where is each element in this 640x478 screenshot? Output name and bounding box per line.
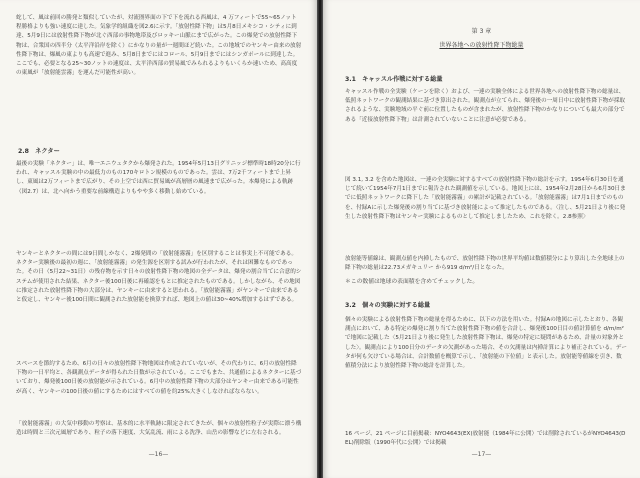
right-page-number: —17—: [471, 451, 492, 458]
left-paragraph-2: 最後の実験「ネクター」は、唯一エニウェタクから爆発された。1954年5月13日グリニッジ標準時18時20分に行われ、キャッスル実験の中の最低力のもの170キロトン規模のものであった。雲は、7万2千フィートまで上昇し、東風は2万フィートまで広がり、その上空では西に貿易風が高層層の風速まで広がった。本爆発による軌跡（図2.7）は、北へ向かう重要な前線構造よりもやや多く移動し始めている。: [16, 161, 301, 195]
left-paragraph-1: 蛇して、風は前回の勝発と類似していたが、対流圏界面の下で下を流れる西風は、4 万フィートで55~65ノット程勝格よりも強い速度に達した。気象学的組織を図2.6に示す。「放射性降下物」は5月8日メキシコ・シティに到達、5月9日には放射性降下物が北ぐ西部の事物地帯及びロッキー山脈にまで広がった。この爆発での放射性降下物は、合衆国の四半分（太平洋沿岸を除く）にかなりの量が一週間ほど続いた。この地域でのヤンキー由来の放射性降下物は、爆風の東よりも高速で進み、5月8日までにはコロール、5月9日までにはシンガポールに到達した。ここでも、必要となる25~30ノットの速度は、太平洋西部の貿易風でみられるよりもいくらか速いため、高高度の東風が「放射能雲霧」を運んだ可能性が高い。: [16, 15, 302, 77]
chapter-title: 世界各地への放射性降下物総量: [439, 42, 524, 49]
section-heading-3-2: 3.2 個々の実験に対する総量: [345, 302, 431, 309]
section-heading-3-1: 3.1 キャッスル作戦に対する総量: [345, 76, 443, 83]
left-page: [0, 0, 317, 478]
right-footnote: ＊この数値は地球の表面積を含めてチェックした。: [345, 279, 479, 285]
left-page-number: —16—: [148, 451, 169, 458]
right-paragraph-5: 個々の実験による放射性降下物の総量を得るために、以下の方法を用いた。付録Aの地図に示したとおり、各観測点において、ある特定の爆発に割り当てた放射性降下物の値を合計し、爆発後100日目の値計算値を d/m/m² で地図に記載した〈5月21日より後に発生した放射性降下物は、爆発の特定に疑問があるため、計量の対象外とした〉。観測点により100日分のデータの欠測があった場合、その欠測量は内挿計算により補正されている。データが何も欠けている場合は、合計数値を概算で示し、「放射能の下位値」と表示した。放射能等値線を引き、数値積分法により放射性降下物の総計を計算した。: [345, 317, 627, 370]
right-paragraph-2: 図 3.1, 3.2 を含めた地図は、一連の全実験に対するすべての放射性降下物の総計を示す。1954年6月30日を通じて続いて1954年7月1日までに報告された観測値を示している。地図上には、1954年2月28日から6月30日までに低照ネットワークに降下した「放射能霧霧」の累計が記載されている。「放射能霧霧」は7月1日までのものを、付録Aに示した爆発後の割り当てに基づき放射能によって推定したものである。〈注し、5月21日より後に発生した放射性降下物はヤンキー実験によるものとして推定しましたため、これを除く。2.8参照〉: [345, 177, 626, 220]
section-heading-nectar: 2.8 ネクター: [18, 148, 60, 155]
right-paragraph-3: 放射能等値線は、観測点値を内挿したもので、放射性降下物の世界平均値は数値積分により算出した全地球上の降下物の総量は22.73メガキュリー から919 d/m²/日となった。: [345, 256, 625, 272]
right-page: [323, 0, 640, 478]
left-paragraph-5: 「放射能霧霧」の大気中移動の考察は、基本的に水平軌跡に限定されてきたが、個々の放射性粒子が実際に漂う構造は時間と三次元風層であり、粒子の落下速度、大気乱流、雨による洗浄、山岳の影響などに左右される。: [16, 421, 302, 437]
left-paragraph-4: スペースを節約するため、6月の日々の放射性降下物地図は作成されていないが、その代わりに、6月の放射性降下物の一日平均と、各観測点データが得られた日数が示されている。ここでもまた、共通値によるネクターに基づいており、爆発後100日後の放射能が示されている。6月中の放射性降下物の大部分はヤンキー由来である可能性が高く、ヤンキーの100日後の値にするためにはすべての値を約25%大きくしなければならない。: [16, 361, 302, 395]
left-paragraph-3: ヤンキーとネクターの間には9日間しかなく、2爆発間の「放射能霧霧」を区別することは事実上不可能である。ネクター実験後の最初の週に、「放射能霧霧」の発生源を区別する試みが行われたが、それは困難なものであった。その日（5月22~31日）の残存物を示す日々の放射性降下物の地図の全データは、爆発の割合当てに合意的システムが使用された結果、ネクター後100日後に再確認をもとに推定されたものである。しかしながら、その地図に推定された放射性降下物の大部分は、ヤンキーに由来すると思われる。「放射能霧霧」がヤンキーで由来であると仮定し、ヤンキー後100日間に観測された放射能を換算すれば、地図上の値は30~40%増加するはずである。: [16, 251, 302, 304]
chapter-number: 第 3 章: [471, 28, 492, 35]
right-paragraph-1: キャッスル作戦の全実験（ケーンを除く）および、一連の実験全体による世界各地への放射性降下物の総量は、低照ネットワークの観測結果に基づき算出された。観測点が立てられ、爆発後の一周日中に放射性降下物が採取されるような、実験地域の平ぐ前に位置したものが含まれたが、放射性降下物のかなりについても最大の部分である「近接放射性降下物」は計測されていないことに注意が必要である。: [345, 89, 626, 123]
right-paragraph-6: 16 ページ、21 ページに目前掲載：NYO4643(EX)放射能（1984年に公開）では削除されているがNYO4643(DEL)削除版（1990年代に公開）では掲載: [345, 431, 626, 447]
